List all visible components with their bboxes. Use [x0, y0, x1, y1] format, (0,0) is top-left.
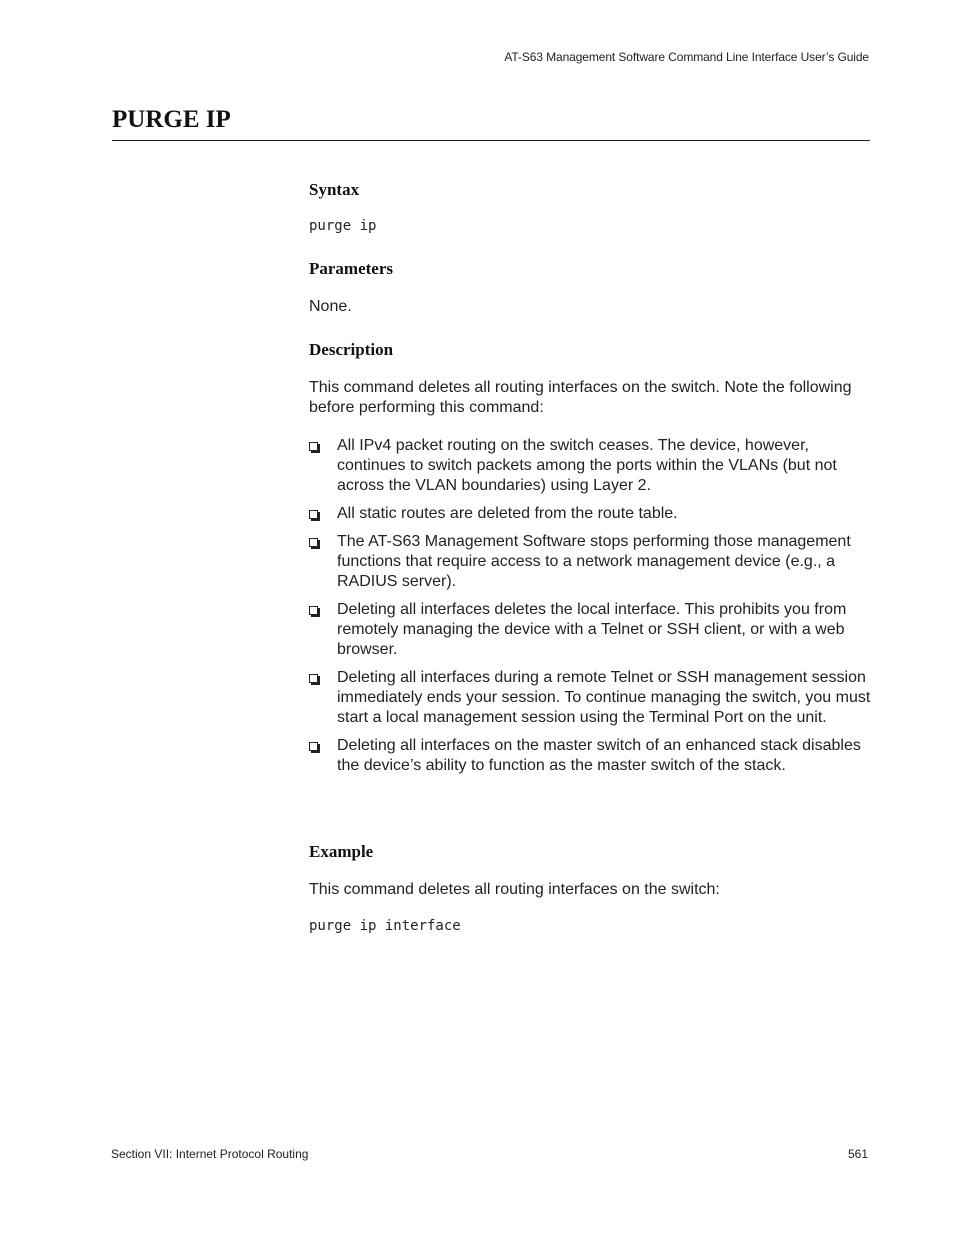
running-header: AT-S63 Management Software Command Line Interface User’s Guide: [504, 50, 869, 64]
checkbox-bullet-icon: [309, 442, 318, 451]
title-divider: [112, 140, 870, 141]
checkbox-bullet-icon: [309, 674, 318, 683]
list-item-text: All static routes are deleted from the route table.: [337, 505, 678, 522]
list-item: [309, 436, 874, 496]
parameters-heading: Parameters: [309, 259, 394, 278]
list-item: [309, 504, 874, 524]
example-heading: Example: [309, 842, 374, 861]
parameters-text: None.: [309, 298, 352, 315]
checkbox-bullet-icon: [309, 538, 318, 547]
footer-page-number: 561: [847, 1147, 868, 1161]
list-item: [309, 736, 874, 776]
list-item: [309, 668, 874, 728]
list-item-text: The AT-S63 Management Software stops performing those management functions that require access to a network management device (e.g., a RADIUS server).: [337, 533, 851, 590]
checkbox-bullet-icon: [309, 606, 318, 615]
list-item-text: Deleting all interfaces deletes the local interface. This prohibits you from remotely managing the device with a Telnet or SSH client, or with a web browser.: [337, 601, 847, 658]
checkbox-bullet-icon: [309, 742, 318, 751]
list-item-text: All IPv4 packet routing on the switch ceases. The device, however, continues to switch packets among the ports within the VLANs (but not across the VLAN boundaries) using Layer 2.: [337, 437, 837, 494]
checkbox-bullet-icon: [309, 510, 318, 519]
example-text: This command deletes all routing interfaces on the switch:: [309, 881, 720, 898]
list-item-text: Deleting all interfaces during a remote Telnet or SSH management session immediately ends your session. To continue managing the switch, you must start a local management session using the Terminal Port on the unit.: [337, 669, 871, 726]
description-intro: This command deletes all routing interfaces on the switch. Note the following before performing this command:: [309, 379, 852, 416]
description-heading: Description: [309, 340, 394, 359]
syntax-code: purge ip: [309, 218, 377, 234]
example-code: purge ip interface: [309, 918, 461, 934]
page-title: PURGE IP: [112, 106, 231, 133]
description-bullet-list: [309, 436, 874, 784]
list-item: [309, 532, 874, 592]
syntax-heading: Syntax: [309, 180, 360, 199]
list-item: [309, 600, 874, 660]
list-item-text: Deleting all interfaces on the master switch of an enhanced stack disables the device’s ability to function as the master switch of the stack.: [337, 737, 861, 774]
footer-section-label: Section VII: Internet Protocol Routing: [111, 1147, 309, 1161]
